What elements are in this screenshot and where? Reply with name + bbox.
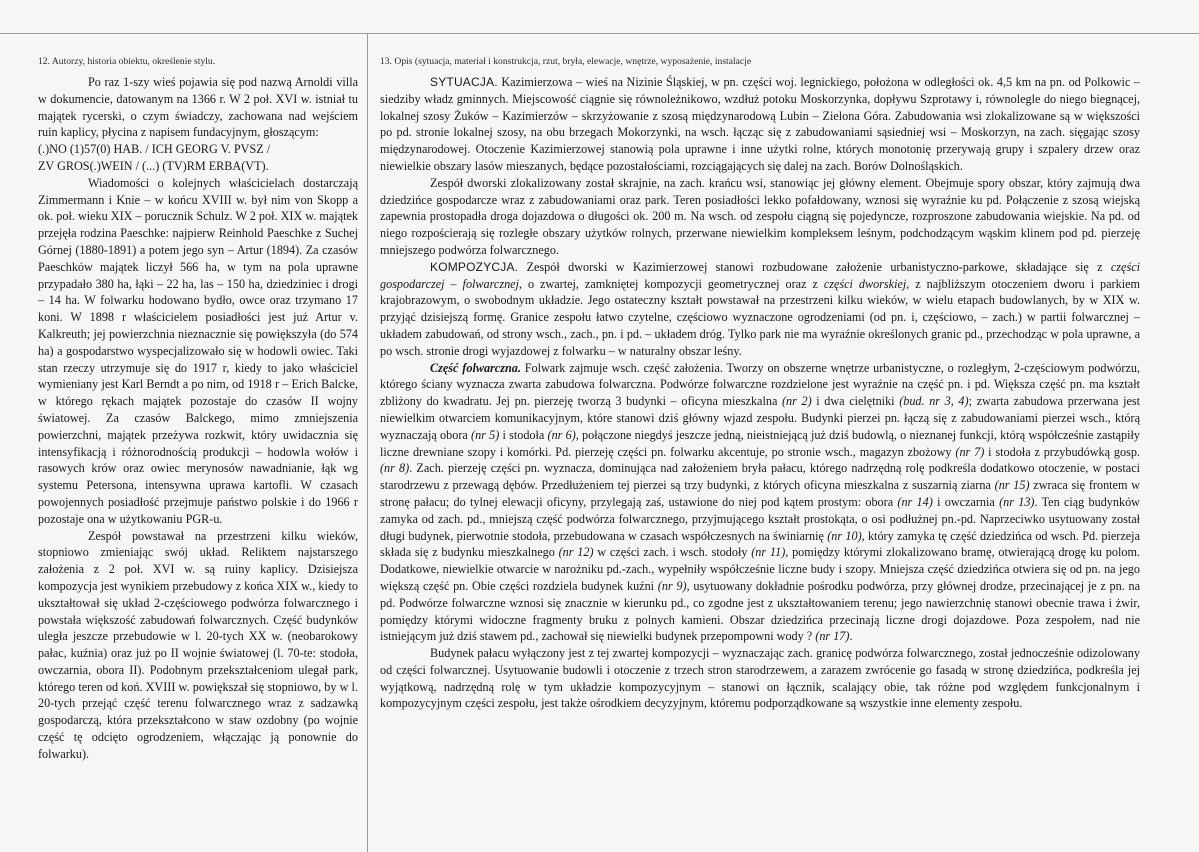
farm-text-o: . — [849, 629, 853, 644]
ref-nr-6: (nr 6) — [547, 427, 576, 442]
ref-nr-12: (nr 12) — [558, 545, 594, 560]
farm-text-f: i stodoła z przybudówką gosp. — [984, 444, 1140, 459]
ref-nr-5: (nr 5) — [471, 427, 500, 442]
inscription-line-2: ZV GROS(.)WEIN / (...) (TV)RM ERBA(VT). — [38, 158, 269, 173]
history-paragraph-2: Wiadomości o kolejnych właścicielach dostarczają Zimmermann i Knie – w końcu XVIII w. był nim von Skopp a ok. poł. wieku XIX – porucznik Schulz. W 2 poł. XIX w. majątek przejęła rodzina Paeschke: najpierw Reinhold Paeschke z Suchej Górnej (1880-1891) a potem jego syn – Artur (1894). Za czasów Paeschków majątek liczył 566 ha, w tym na pola uprawne przypadało 380 ha, łąki – 22 ha, las – 150 ha, dziedziniec i drogi – 14 ha. W folwarku hodowano bydło, owce oraz trzymano 17 koni. W 1898 r właścicielem posiadłości jest już Artur v. Kalkreuth; jej powierzchnia nieznacznie się powiększyła (do 574 ha) a gospodarstwo wyspecjalizowało się w hodowli owiec. Taki stan rzeczy utrzymuje się do 1917 r, kiedy to jako właściciel wymieniany jest Karl Berndt a po nim, od 1918 r – Erich Balcke, w którego rękach majątek pozostaje do czasów II wojny światowej. Za czasów Balckego, mimo zmniejszenia powierzchni, majątek przeżywa rozkwit, który uwidacznia się intensyfikacją i różnorodnością produkcji – hodowla wołów i rasowych krów oraz owiec merynosów nawadnianie, łąk wg systemu Petersona, intensywna uprawa kartofli. W czasach powojennych posiadłość przejmuje państwo polskie i do 1966 r pozostaje ona w użytkowaniu PGR-u. — [38, 175, 358, 526]
estate-paragraph: Zespół dworski zlokalizowany został skrajnie, na zach. krańcu wsi, stanowiąc jej główny element. Obejmuje spory obszar, który zajmują dwa dziedzińce gospodarcze wraz z zabudowaniami oraz park. Teren posiadłości lekko pofałdowany, wznosi się wyraźnie ku pd. Połączenie z szosą wiejską zapewnia prostopadła droga dojazdowa o długości ok. 200 m. Na wsch. od zespołu ciągną się pojedyncze, rozproszone zabudowania wiejskie. Na pd. od niego rozpościerają się rozległe obszary użytków rolnych, przerwane niewielkim kompleksem leśnym, podchodzącym wąskim klinem pod pd. pierzeję mniejszego podwórza folwarcznego. — [380, 175, 1140, 257]
palace-paragraph: Budynek pałacu wyłączony jest z tej zwartej kompozycji – wyznaczając zach. granicę podwórza folwarcznego, został jednocześnie odizolowany od części folwarcznej. Usytuowanie budowli i otoczenie z trzech stron starodrzewem, a zarazem zwrócenie go fasadą w stronę dziedzińca, podkreśla jej wyjątkową, nadrzędną rolę w tym układzie kompozycyjnym – stanowi on łącznik, scalający obie, tak różne pod względem funkcjonalnym i kompozycyjnym części zespołu, jest także ośrodkiem decyzyjnym, któremu podporządkowane są wszystkie inne elementy zespołu. — [380, 646, 1140, 711]
composition-em-farm: części gospodarczej – folwarcznej — [380, 259, 1140, 291]
composition-label: KOMPOZYCJA. — [430, 259, 519, 274]
ref-nr-8: (nr 8) — [380, 461, 410, 476]
composition-text-b: , o zwartej, zamkniętej kompozycji geometrycznej oraz z — [518, 276, 824, 291]
ref-nr-17: (nr 17) — [815, 629, 850, 644]
history-paragraph-3: Zespół powstawał na przestrzeni kilku wieków, stopniowo zmieniając swój układ. Reliktem najstarszego założenia z 2 poł. XVI w. są ruiny kaplicy. Dzisiejsza kompozycja jest wynikiem przebudowy z końca XIX w., kiedy to ukształtował się układ 2-częściowego podwórza folwarcznego i powstała większość zabudowań folwarcznych. Część budynków uległa jeszcze przebudowie w l. 20-tych XX w. (neobarokowy pałac, kuźnia) oraz już po II wojnie światowej (l. 70-te: stodoła, owczarnia, obora II). Podobnym przekształceniom ulegał park, którego teren od koń. XVIII w. powiększał się stopniowo, by w l. 20-tych przejąć część terenu folwarcznego wraz z sadzawką gospodarczą, która przekształcono w staw ozdobny (po wojnie część tę odcięto ogrodzeniem, włączając ją ponownie do folwarku). — [38, 528, 358, 761]
inscription-line-1: (.)NO (1)57(0) HAB. / ICH GEORG V. PVSZ / — [38, 142, 271, 157]
composition-em-manor: części dworskiej — [823, 276, 907, 291]
farm-text-j: . Ten ciąg budynków zamyka od zach. pd., mniejszą część podwórza folwarcznego, przyjmującego kształt prostokąta, o osi podłużnej pn.-pd. Naprzeciwko usytuowany został długi budynek, pierwotnie stodoła, przebudowana w czasach współczesnych na świniarnię — [380, 494, 1140, 543]
section-12-heading: 12. Autorzy, historia obiektu, określenie stylu. — [38, 56, 216, 67]
ref-nr-11: (nr 11) — [751, 545, 786, 560]
right-column — [380, 56, 1140, 712]
farm-label: Część folwarczna. — [430, 360, 521, 375]
left-column — [38, 56, 358, 763]
history-text-1: Po raz 1-szy wieś pojawia się pod nazwą Arnoldi villa w dokumencie, datowanym na 1366 r. W 2 poł. XVI w. istniał tu majątek rycerski, o czym świadczy, zachowana nad wejściem ruin kaplicy, płycina z napisem fundacyjnym, głoszącym: — [38, 75, 358, 140]
ref-nr-14: (nr 14) — [897, 494, 933, 509]
ref-nr-9: (nr 9) — [657, 578, 687, 593]
composition-text-c: , z najbliższym otoczeniem dworu i parkiem krajobrazowym, o swobodnym układzie. Jego ostateczny kształt powstawał na przestrzeni kilku wieków, w wielu etapach budowlanych, by w XIX w. przyjąć dzisiejszą formę. Granice zespołu łatwo czytelne, częściowo wyznaczone ogrodzeniami (od pn. i, częściowo, – zach.) w partii folwarcznej – układem zabudowań, od strony wsch., zach., pn. i pd. – układem dróg. Tylko park nie ma wyraźnie określonych granic pd., przechodząc w pola uprawne, a po wsch. stronie drogi wyjazdowej z folwarku – w naturalny obszar leśny. — [380, 276, 1140, 358]
farm-text-h: zwraca się frontem w stronę pałacu; do tylnej elewacji oficyny, przylegają zaś, ustawione do niej pod kątem prostym: obora — [380, 478, 1140, 509]
farm-text-e: , połączone niegdyś jeszcze jedną, nieistniejącą już dziś budowlą, o nieznanej funkcji, którą współcześnie zastąpiły liczne drewniane szopy i komórki. Pd. pierzeję części pn. folwarku akcentuje, po stronie wsch., magazyn zbożowy — [380, 427, 1140, 459]
top-rule — [0, 33, 1199, 34]
ref-nr-10: (nr 10) — [827, 528, 862, 543]
farm-text-k: , który zamyka tę część dziedzińca od wsch. Pd. pierzeja składa się z budynku mieszkalnego — [380, 528, 1140, 560]
inscription-line-2-para — [38, 158, 358, 175]
ref-nr-3-4: (bud. nr 3, 4) — [899, 394, 969, 409]
farm-text-g: . Zach. pierzeję części pn. wyznacza, dominująca nad założeniem bryła pałacu, którego nadrzędną rolę podkreśla dodatkowo otoczenie, w postaci starodrzewu z przewagą dębów. Przedłużeniem tej pierzei są trzy budynki, z których oficyna mieszkalna z suszarnią ziarna — [380, 461, 1140, 493]
history-paragraph-1 — [38, 74, 358, 158]
column-divider — [367, 33, 368, 852]
farm-text-b: i dwa cielętniki — [811, 394, 900, 409]
ref-nr-13: (nr 13) — [999, 494, 1035, 509]
ref-nr-15: (nr 15) — [994, 478, 1030, 493]
situation-label: SYTUACJA. — [430, 75, 498, 89]
ref-nr-2: (nr 2) — [781, 394, 812, 409]
composition-paragraph — [380, 259, 1140, 360]
composition-text-a: Zespół dworski w Kazimierzowej stanowi rozbudowane założenie urbanistyczno-parkowe, składające się z — [518, 259, 1111, 274]
farm-text-a: Folwark zajmuje wsch. część założenia. Tworzy on obszerne wnętrze urbanistyczne, o rozległym, 2-częściowym podwórzu, którego ściany wyznacza zwarta zabudowa folwarczna. Podwórze folwarczne rozdzielone jest wyraźnie na część pn. i pd. Większa część pn. ma kształt zbliżony do kwadratu. Jej pn. pierzeję tworzą 3 budynki – oficyna mieszkalna — [380, 360, 1140, 409]
farm-paragraph — [380, 360, 1140, 646]
farm-text-c: ; zwarta zabudowa przerwana jest niewielkim otwarciem komunikacyjnym, które stanowi dziś główny wjazd zespołu. Budynki pierzei pn. łączą się z zabudowaniami pierzei wsch., którą wyznaczają obora — [380, 394, 1140, 442]
farm-text-m: , pomiędzy którymi zlokalizowano bramę, otwierającą drogę ku polom. Dodatkowe, niewielkie otwarcie w narożniku pd.-zach., wypełniły współcześnie liczne budy i szopy. Mniejsza część dziedzińca otwiera się od pn. na jego większą część pn. Obie części rozdziela budynek kuźni — [380, 545, 1140, 593]
ref-nr-7: (nr 7) — [955, 444, 985, 459]
situation-paragraph — [380, 74, 1140, 175]
farm-text-l: w części zach. i wsch. stodoły — [593, 545, 752, 560]
farm-text-n: , usytuowany dokładnie pośrodku podwórza, przy głównej drodze, przecinającej je z pn. na pd. Podwórze folwarczne wznosi się znacznie w kierunku pd., co zgodne jest z ukształtowaniem terenu; jego nawierzchnię stanowi obecnie trawa i żwir, pomiędzy którymi widoczne fragmenty bruku z polnych kamieni. Obszar dziedzińca przecinają liczne drogi dojazdowe. Poza zespołem, nad nie istniejącym już dziś stawem pd., zachował się niewielki budynek przepompowni wody ? — [380, 578, 1140, 644]
farm-text-d: i stodoła — [499, 427, 548, 442]
situation-text: Kazimierzowa – wieś na Nizinie Śląskiej, w pn. części woj. legnickiego, położona w odległości ok. 4,5 km na pn. od Polkowic – siedziby władz gminnych. Miejscowość ciągnie się równoleżnikowo, wzdłuż potoku Moskorzynka, dopływu Szprotawy i, równolegle do niego biegnącej, lokalnej szosy Żuków – Kazimierzów – skrzyżowanie z szosą międzynarodową Lubin – Zielona Góra. Zabudowania wsi zlokalizowane są w większości po pd. stronie lokalnej szosy, na obu brzegach Mokorzynki, na wsch. łącząc się z zabudowaniami sąsiedniej wsi – Moskorzyn, na zach. sięgając szosy międzynarodowej. Otoczenie Kazimierzowej stanowią pola uprawne i inne użytki rolne, których monotonię przerywają grupy i szpalery drzew oraz niewielkie obszary lasów mieszanych, będące pozostałościami, rozciągających się dalej na zach. Borów Dolnośląskich. — [380, 75, 1140, 173]
section-13-heading: 13. Opis (sytuacja, materiał i konstrukcja, rzut, bryła, elewacje, wnętrze, wyposażenie, instalacje — [380, 56, 752, 67]
farm-text-i: i owczarnia — [932, 494, 1000, 509]
